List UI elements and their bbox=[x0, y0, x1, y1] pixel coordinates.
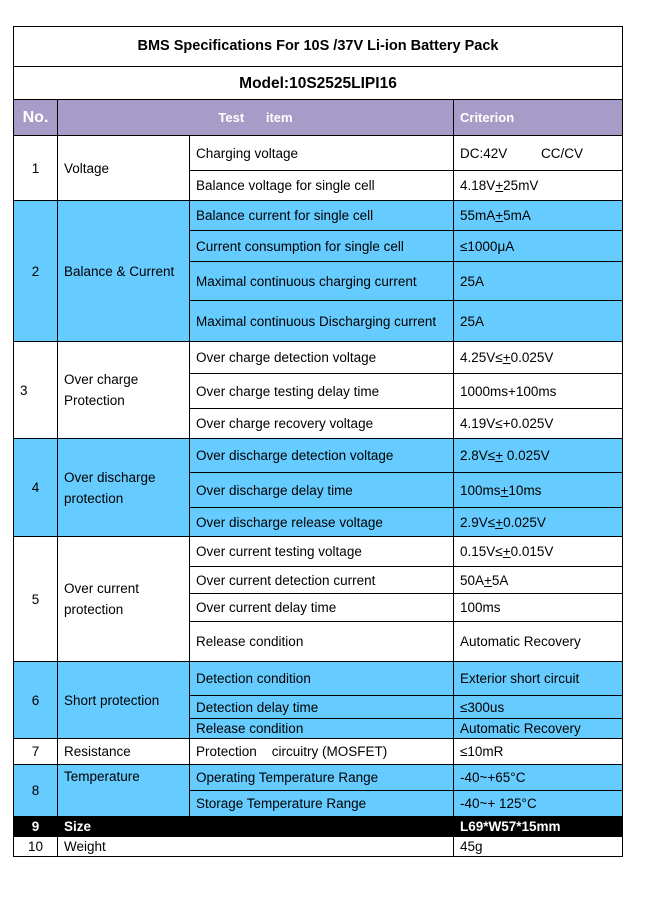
criterion-tolerance: 5mA bbox=[503, 208, 531, 223]
criterion-value bbox=[454, 765, 623, 791]
spec-row bbox=[14, 837, 623, 857]
test-item: Detection condition bbox=[190, 662, 454, 696]
test-item: Release condition bbox=[190, 719, 454, 739]
test-item: Maximal continuous charging current bbox=[190, 262, 454, 301]
criterion-value bbox=[454, 374, 623, 409]
row-category bbox=[58, 739, 190, 765]
criterion-value bbox=[454, 508, 623, 537]
criterion-value bbox=[454, 171, 623, 201]
row-category bbox=[58, 201, 190, 342]
criterion-text: 25A bbox=[460, 273, 485, 289]
criterion-text: 25A bbox=[460, 313, 485, 329]
criterion-value bbox=[454, 719, 623, 739]
test-item: Over charge recovery voltage bbox=[190, 409, 454, 439]
row-number: 6 bbox=[14, 662, 58, 739]
criterion-text: L69*W57*15mm bbox=[460, 819, 561, 834]
criterion-tolerance: 0.025V bbox=[503, 448, 550, 463]
criterion-value bbox=[454, 594, 623, 622]
row-category bbox=[58, 662, 190, 739]
test-item: Release condition bbox=[190, 622, 454, 662]
row-number: 5 bbox=[14, 537, 58, 662]
criterion-tolerance: 0.025V bbox=[503, 514, 546, 530]
criterion-value bbox=[454, 473, 623, 508]
criterion-text: 1000ms+100ms bbox=[460, 383, 557, 399]
criterion-value bbox=[454, 837, 623, 857]
spec-row bbox=[14, 136, 623, 171]
test-item: Over charge testing delay time bbox=[190, 374, 454, 409]
row-number: 4 bbox=[14, 439, 58, 537]
header-row bbox=[14, 100, 623, 136]
category-line-2: protection bbox=[64, 490, 124, 506]
criterion-text: -40~+ 125°C bbox=[460, 796, 537, 811]
criterion-tolerance: 5A bbox=[491, 572, 509, 588]
category-line-1: Weight bbox=[64, 839, 106, 854]
row-number: 3 bbox=[14, 342, 58, 439]
criterion-text: 45g bbox=[460, 839, 483, 854]
criterion-value bbox=[454, 662, 623, 696]
criterion-plus-minus: + bbox=[484, 572, 492, 588]
category-line-1: Over charge bbox=[64, 372, 139, 387]
criterion-plus-minus: + bbox=[502, 544, 511, 559]
criterion-text: 2.9V≤ bbox=[460, 514, 496, 530]
row-category bbox=[58, 765, 190, 817]
document-title: BMS Specifications For 10S /37V Li-ion Battery Pack bbox=[14, 27, 623, 67]
test-item: Charging voltage bbox=[190, 136, 454, 171]
criterion-text: Automatic Recovery bbox=[460, 721, 581, 736]
criterion-text: 0.15V≤ bbox=[460, 544, 503, 559]
category-line-1: Resistance bbox=[64, 744, 131, 759]
test-item: Operating Temperature Range bbox=[190, 765, 454, 791]
criterion-value bbox=[454, 817, 623, 837]
criterion-value bbox=[454, 301, 623, 342]
category-line-1: Temperature bbox=[64, 769, 140, 784]
test-item: Over discharge detection voltage bbox=[190, 439, 454, 473]
test-item: Over current testing voltage bbox=[190, 537, 454, 567]
test-item: Over current detection current bbox=[190, 567, 454, 594]
title-row bbox=[14, 27, 623, 67]
criterion-value bbox=[454, 791, 623, 817]
spec-row bbox=[14, 817, 623, 837]
row-number: 7 bbox=[14, 739, 58, 765]
category-line-2: protection bbox=[64, 602, 124, 617]
criterion-tolerance: 10ms bbox=[508, 482, 542, 498]
row-number: 10 bbox=[14, 837, 58, 857]
spec-row bbox=[14, 537, 623, 567]
criterion-value bbox=[454, 439, 623, 473]
header-test-item: Test item bbox=[58, 100, 454, 136]
test-item: Balance current for single cell bbox=[190, 201, 454, 231]
category-line-2: Protection bbox=[64, 393, 125, 408]
row-number: 1 bbox=[14, 136, 58, 201]
criterion-value bbox=[454, 201, 623, 231]
criterion-plus-minus: + bbox=[502, 350, 511, 365]
row-number: 8 bbox=[14, 765, 58, 817]
criterion-text: 4.18V bbox=[460, 178, 496, 193]
row-number: 2 bbox=[14, 201, 58, 342]
criterion-text: Automatic Recovery bbox=[460, 634, 581, 649]
spec-row bbox=[14, 201, 623, 231]
criterion-text: 55mA bbox=[460, 208, 496, 223]
criterion-value bbox=[454, 739, 623, 765]
test-item: Current consumption for single cell bbox=[190, 231, 454, 262]
spec-row bbox=[14, 739, 623, 765]
row-number: 9 bbox=[14, 817, 58, 837]
criterion-value bbox=[454, 567, 623, 594]
category-line-1: Voltage bbox=[64, 160, 110, 176]
test-item: Storage Temperature Range bbox=[190, 791, 454, 817]
criterion-value bbox=[454, 231, 623, 262]
criterion-plus-minus: + bbox=[495, 178, 504, 193]
test-item: Detection delay time bbox=[190, 696, 454, 719]
criterion-text: DC:42V CC/CV bbox=[460, 145, 584, 161]
criterion-text: ≤10mR bbox=[460, 744, 504, 759]
category-line-1: Size bbox=[64, 819, 92, 834]
criterion-plus-minus: + bbox=[495, 448, 504, 463]
row-category bbox=[58, 439, 190, 537]
criterion-tolerance: 25mV bbox=[503, 178, 539, 193]
criterion-value bbox=[454, 537, 623, 567]
criterion-plus-minus: + bbox=[495, 514, 504, 530]
criterion-value bbox=[454, 622, 623, 662]
criterion-text: 4.25V≤ bbox=[460, 350, 503, 365]
header-no: No. bbox=[14, 100, 58, 136]
category-line-1: Over current bbox=[64, 581, 140, 596]
criterion-value bbox=[454, 409, 623, 439]
criterion-text: 100ms bbox=[460, 482, 501, 498]
criterion-tolerance: 0.015V bbox=[510, 544, 554, 559]
spec-row bbox=[14, 439, 623, 473]
criterion-plus-minus: + bbox=[500, 482, 509, 498]
criterion-text: 2.8V≤ bbox=[460, 448, 496, 463]
row-category bbox=[58, 817, 454, 837]
test-item: Over discharge release voltage bbox=[190, 508, 454, 537]
row-category bbox=[58, 136, 190, 201]
criterion-value bbox=[454, 696, 623, 719]
row-category bbox=[58, 537, 190, 662]
criterion-text: Exterior short circuit bbox=[460, 671, 580, 686]
test-item: Maximal continuous Discharging current bbox=[190, 301, 454, 342]
test-item: Balance voltage for single cell bbox=[190, 171, 454, 201]
criterion-plus-minus: + bbox=[495, 208, 504, 223]
test-item: Over discharge delay time bbox=[190, 473, 454, 508]
model-row bbox=[14, 67, 623, 100]
criterion-value bbox=[454, 136, 623, 171]
criterion-value bbox=[454, 342, 623, 374]
row-category bbox=[58, 837, 454, 857]
row-category bbox=[58, 342, 190, 439]
test-item: Over charge detection voltage bbox=[190, 342, 454, 374]
criterion-text: 50A bbox=[460, 572, 485, 588]
spec-row bbox=[14, 662, 623, 696]
criterion-text: ≤300us bbox=[460, 699, 505, 715]
spec-row bbox=[14, 342, 623, 374]
bms-spec-table bbox=[13, 26, 623, 857]
category-line-1: Short protection bbox=[64, 692, 160, 708]
spec-row bbox=[14, 765, 623, 791]
test-item: Over current delay time bbox=[190, 594, 454, 622]
criterion-text: 100ms bbox=[460, 600, 501, 615]
criterion-text: -40~+65°C bbox=[460, 770, 526, 785]
criterion-text: ≤1000μA bbox=[460, 238, 515, 254]
category-line-1: Balance & Current bbox=[64, 263, 175, 279]
test-item: Protection circuitry (MOSFET) bbox=[190, 739, 454, 765]
criterion-value bbox=[454, 262, 623, 301]
criterion-text: 4.19V≤+0.025V bbox=[460, 416, 554, 431]
header-criterion: Criterion bbox=[454, 100, 623, 136]
criterion-tolerance: 0.025V bbox=[510, 350, 554, 365]
category-line-1: Over discharge bbox=[64, 469, 156, 485]
model-number: Model:10S2525LIPI16 bbox=[14, 67, 623, 100]
